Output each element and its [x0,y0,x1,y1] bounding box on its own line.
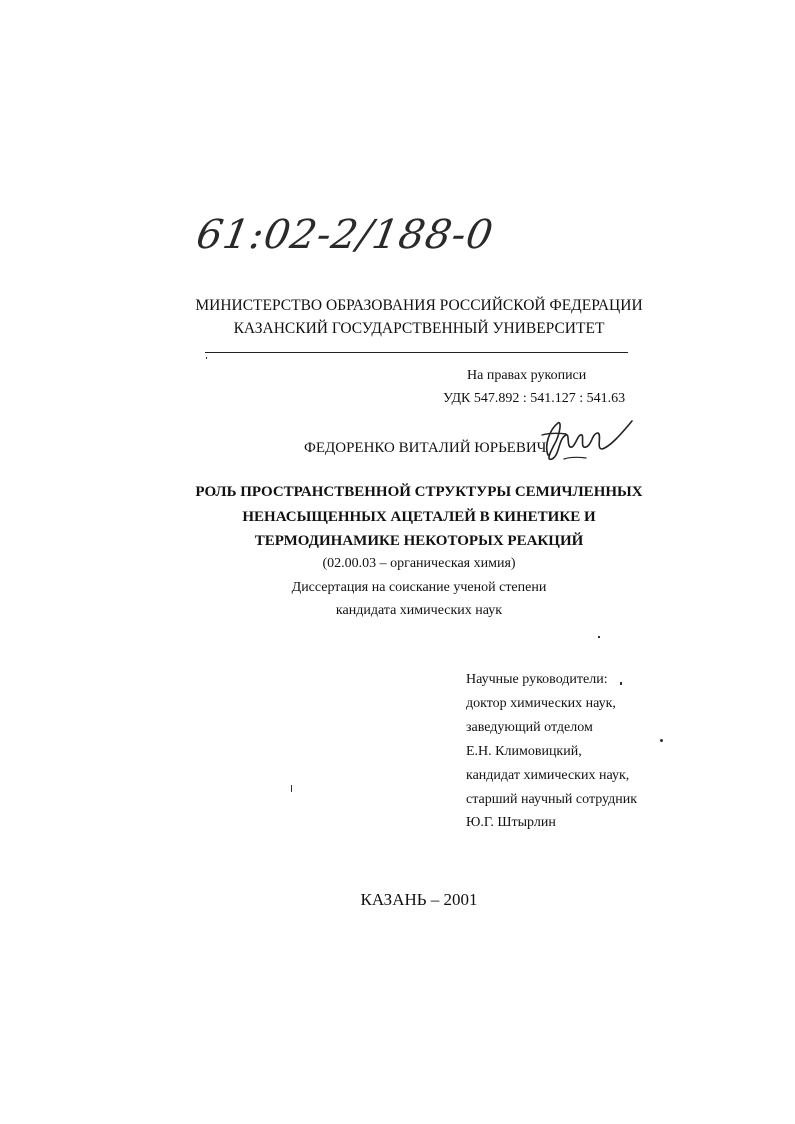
scan-speck [206,357,207,359]
advisor-1-degree: доктор химических наук, [466,696,616,711]
header-divider [205,352,628,353]
handwritten-catalog-number: 61:02-2/188-0 [192,212,498,258]
scan-speck [660,739,663,742]
rights-notice: На правах рукописи [467,368,587,383]
author-signature [536,415,636,470]
advisor-2-degree: кандидат химических наук, [466,768,630,783]
title-line-3: ТЕРМОДИНАМИКЕ НЕКОТОРЫХ РЕАКЦИЙ [254,533,584,549]
udk-code: УДК 547.892 : 541.127 : 541.63 [443,391,626,406]
scan-mark [291,785,292,792]
degree-line-2: кандидата химических наук [335,603,503,618]
degree-line-1: Диссертация на соискание ученой степени [291,580,547,595]
advisors-heading: Научные руководители: [466,672,608,687]
university-name: КАЗАНСКИЙ ГОСУДАРСТВЕННЫЙ УНИВЕРСИТЕТ [233,320,605,337]
advisor-2-name: Ю.Г. Штырлин [466,815,556,830]
advisor-1-position: заведующий отделом [466,720,593,735]
ministry-name: МИНИСТЕРСТВО ОБРАЗОВАНИЯ РОССИЙСКОЙ ФЕДЕРАЦИИ [195,297,643,314]
title-line-1: РОЛЬ ПРОСТРАНСТВЕННОЙ СТРУКТУРЫ СЕМИЧЛЕННЫХ [195,484,643,500]
advisor-1-name: Е.Н. Климовицкий, [466,744,582,759]
city-year: КАЗАНЬ – 2001 [360,890,478,909]
scan-speck [598,636,600,638]
scan-speck [620,682,622,685]
title-line-2: НЕНАСЫЩЕННЫХ АЦЕТАЛЕЙ В КИНЕТИКЕ И [242,509,596,525]
advisor-2-position: старший научный сотрудник [466,792,638,807]
specialty-code: (02.00.03 – органическая химия) [322,556,516,571]
author-name: ФЕДОРЕНКО ВИТАЛИЙ ЮРЬЕВИЧ [304,440,547,456]
